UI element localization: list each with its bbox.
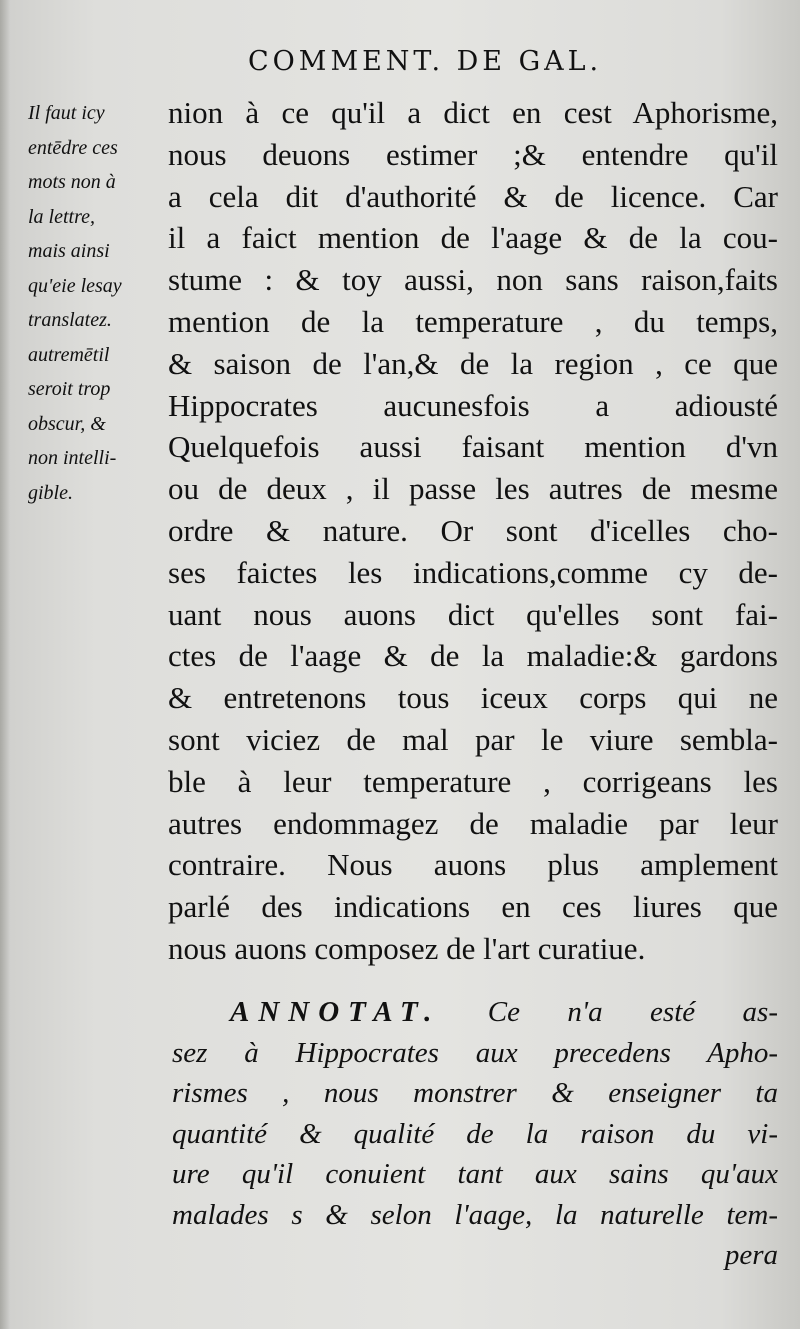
margin-note-line: obscur, & <box>28 412 106 435</box>
margin-note-line: Il faut icy <box>28 102 105 124</box>
body-line: nous auons composez de l'art curatiue. <box>168 930 646 966</box>
body-line: mention de la temperature , du temps, <box>168 303 778 339</box>
annotation-line: rismes , nous monstrer & enseigner ta <box>172 1077 778 1109</box>
body-line: parlé des indications en ces liures que <box>168 889 778 925</box>
body-line: autres endommagez de maladie par leur <box>168 805 778 841</box>
gutter-shadow <box>0 0 10 1329</box>
margin-note-line: la lettre, <box>28 205 96 228</box>
annotation-title: ANNOTAT. <box>230 996 441 1028</box>
body-line: & entretenons tous iceux corps qui ne <box>168 680 778 716</box>
margin-note-line: seroit trop <box>28 378 111 400</box>
body-line: uant nous auons dict qu'elles sont fai- <box>168 596 778 632</box>
body-line: & saison de l'an,& de la region , ce que <box>168 345 778 381</box>
body-line: Hippocrates aucunesfois a adiousté <box>168 387 778 423</box>
body-line: Quelquefois aussi faisant mention d'vn <box>168 429 778 465</box>
margin-note-line: mots non à <box>28 171 116 193</box>
annotation-block <box>172 992 778 1276</box>
body-line: il a faict mention de l'aage & de la cou- <box>168 220 778 256</box>
body-line: ou de deux , il passe les autres de mesme <box>168 471 778 507</box>
margin-note-line: autremētil <box>28 343 110 366</box>
body-line: ordre & nature. Or sont d'icelles cho- <box>168 512 778 548</box>
annotation-first-line-text: Ce n'a esté as- <box>487 996 779 1028</box>
body-line: nous deuons estimer ;& entendre qu'il <box>168 136 778 172</box>
margin-note-line: mais ainsi <box>28 240 110 262</box>
annotation-line: malades s & selon l'aage, la naturelle tem- <box>172 1198 778 1231</box>
body-line: contraire. Nous auons plus amplement <box>168 847 778 883</box>
margin-note-line: non intelli- <box>28 447 117 469</box>
margin-note-line: translatez. <box>28 309 112 331</box>
catchword: pera <box>724 1239 778 1271</box>
body-line: ctes de l'aage & de la maladie:& gardons <box>168 638 778 674</box>
body-line: ble à leur temperature , corrigeans les <box>168 763 778 799</box>
body-text <box>168 92 778 970</box>
margin-note-line: entēdre ces <box>28 136 118 159</box>
body-line: stume : & toy aussi, non sans raison,faits <box>168 262 778 298</box>
margin-note-line: gible. <box>28 481 73 504</box>
body-line: nion à ce qu'il a dict en cest Aphorisme, <box>168 95 778 130</box>
annotation-line: ure qu'il conuient tant aux sains qu'aux <box>172 1158 778 1190</box>
marginal-note <box>28 96 168 510</box>
body-line: a cela dit d'authorité & de licence. Car <box>168 178 778 214</box>
annotation-first-line <box>172 992 778 1033</box>
body-line: ses faictes les indications,comme cy de- <box>168 554 778 590</box>
annotation-line: quantité & qualité de la raison du vi- <box>172 1117 778 1150</box>
margin-note-line: qu'eie lesay <box>28 274 122 297</box>
running-header: COMMENT. DE GAL. <box>248 46 603 77</box>
body-line: sont viciez de mal par le viure sembla- <box>168 721 778 757</box>
annotation-line: sez à Hippocrates aux precedens Apho- <box>172 1036 778 1069</box>
